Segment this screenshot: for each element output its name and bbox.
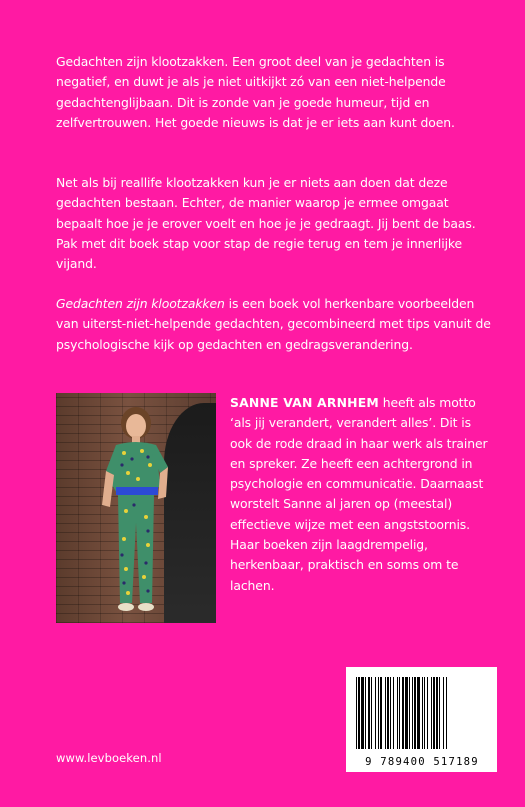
barcode-bar (358, 677, 360, 749)
barcode-bar (378, 677, 379, 749)
blurb-paragraph-2: Net als bij reallife klootzakken kun je er niets aan doen dat deze gedachten bestaan. Echter, de manier waarop je ermee omgaat bepaalt hoe je je erover voelt en hoe je je gedraagt. Jij bent de baas. Pak met dit boek stap voor stap de regie terug en tem je innerlijke vijand. (56, 175, 476, 272)
author-name: SANNE VAN ARNHEM (230, 395, 379, 410)
barcode-bar (371, 677, 372, 749)
barcode-bar (443, 677, 444, 749)
blurb-paragraph-3 (56, 294, 496, 355)
barcode-bar (356, 677, 357, 749)
barcode-bar (436, 677, 438, 749)
barcode-bar (414, 677, 416, 749)
barcode-bar (422, 677, 423, 749)
barcode-bar (390, 677, 391, 749)
barcode-bar (387, 677, 389, 749)
isbn-number: 9 789400 517189 (365, 756, 479, 768)
barcode (346, 667, 497, 772)
barcode-bar (402, 677, 404, 749)
blurb-paragraph-1: Gedachten zijn klootzakken. Een groot deel van je gedachten is negatief, en duwt je als je niet uitkijkt zó van een niet-helpende gedachtenglijbaan. Dit is zonde van je goede humeur, tijd en zelfvertrouwen. Het goede nieuws is dat je er iets aan kunt doen. (56, 54, 455, 130)
barcode-bar (433, 677, 435, 749)
barcode-bar (380, 677, 382, 749)
barcode-bars (356, 677, 487, 749)
barcode-bar (405, 677, 408, 749)
barcode-bar (375, 677, 376, 749)
author-bio-text: heeft als motto ‘als jij verandert, verandert alles’. Dit is ook de rode draad in haar werk als trainer en spreker. Ze heeft een achtergrond in psychologie en communicatie. Daarnaast worstelt Sanne al jaren op (meestal) effectieve wijze met een angststoornis. Haar boeken zijn laagdrempelig, herkenbaar, praktisch en soms om te lachen. (230, 395, 488, 593)
barcode-bar (439, 677, 440, 749)
barcode-bar (397, 677, 398, 749)
blurb-paragraph-3-rest: is een boek vol herkenbare voorbeelden van uiterst-niet-helpende gedachten, gecombineerd met tips vanuit de psychologische kijk op gedachten en gedragsverandering. (56, 296, 491, 352)
author-bio (230, 393, 492, 596)
barcode-bar (431, 677, 432, 749)
author-photo (56, 393, 216, 623)
book-title-italic: Gedachten zijn klootzakken (56, 296, 225, 311)
barcode-bar (427, 677, 428, 749)
barcode-bar (424, 677, 425, 749)
website-url: www.levboeken.nl (56, 751, 162, 765)
barcode-bar (365, 677, 366, 749)
barcode-bar (412, 677, 413, 749)
barcode-bar (446, 677, 447, 749)
barcode-bar (385, 677, 386, 749)
barcode-bar (409, 677, 410, 749)
barcode-bar (399, 677, 400, 749)
barcode-bar (417, 677, 420, 749)
barcode-bar (368, 677, 370, 749)
barcode-bar (393, 677, 394, 749)
barcode-bar (361, 677, 364, 749)
